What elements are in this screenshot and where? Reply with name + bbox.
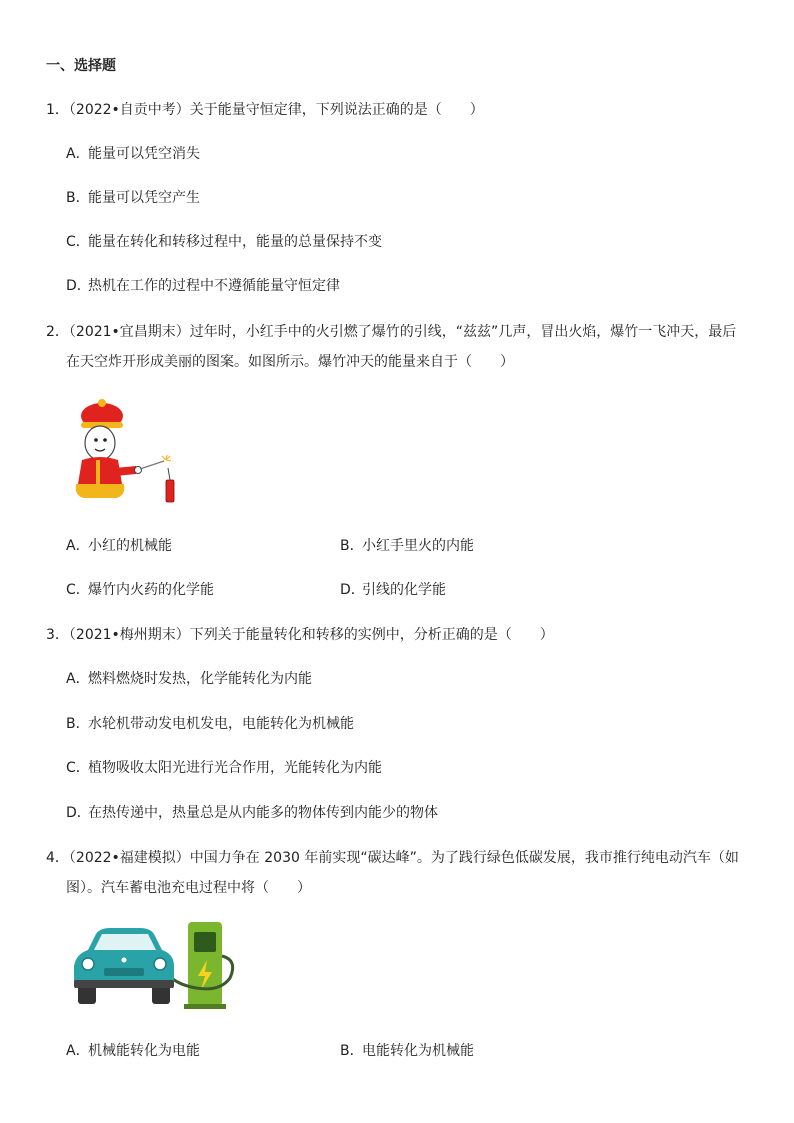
- q3-option-a[interactable]: [66, 670, 312, 688]
- option-text: 爆竹内火药的化学能: [88, 582, 214, 598]
- eye-left: [94, 438, 98, 442]
- firecracker-girl-illustration: [70, 398, 190, 510]
- option-text: 植物吸收太阳光进行光合作用，光能转化为内能: [88, 760, 382, 776]
- question-4-line-2: 图）。汽车蓄电池充电过程中将（ ）: [66, 880, 311, 896]
- question-2-line-2: 在天空炸开形成美丽的图案。如图所示。爆竹冲天的能量来自于（ ）: [66, 354, 514, 370]
- car-bumper: [74, 980, 174, 988]
- q1-option-c[interactable]: [66, 233, 382, 251]
- electric-car-charging-illustration: [70, 920, 240, 1012]
- option-text: 燃料燃烧时发热，化学能转化为内能: [88, 671, 312, 687]
- question-number: 1．: [46, 102, 69, 118]
- option-text: 电能转化为机械能: [362, 1043, 474, 1059]
- question-number: 2．: [46, 324, 69, 340]
- firecracker-icon: [166, 480, 174, 502]
- pants: [76, 484, 125, 498]
- option-letter: B．: [66, 190, 90, 206]
- car-windshield: [94, 934, 156, 950]
- option-letter: B．: [340, 1043, 364, 1059]
- option-text: 能量可以凭空消失: [88, 146, 200, 162]
- q3-option-c[interactable]: [66, 759, 382, 777]
- q3-option-b[interactable]: [66, 715, 354, 733]
- q3-option-d[interactable]: [66, 804, 438, 822]
- question-2-line-1: [46, 323, 736, 341]
- q2-option-b[interactable]: [340, 537, 474, 555]
- question-1-line-1: [46, 101, 484, 119]
- option-letter: D．: [66, 805, 91, 821]
- charger-screen: [194, 932, 216, 952]
- q1-option-a[interactable]: [66, 145, 200, 163]
- option-letter: A．: [66, 1043, 90, 1059]
- option-letter: C．: [66, 760, 90, 776]
- option-text: 机械能转化为电能: [88, 1043, 200, 1059]
- option-text: 能量在转化和转移过程中，能量的总量保持不变: [88, 234, 382, 250]
- option-text: 在热传递中，热量总是从内能多的物体传到内能少的物体: [88, 805, 438, 821]
- charger-base: [184, 1004, 226, 1009]
- q4-option-a[interactable]: [66, 1042, 200, 1060]
- option-letter: D．: [340, 582, 365, 598]
- option-text: 小红手里火的内能: [362, 538, 474, 554]
- option-letter: A．: [66, 671, 90, 687]
- option-text: 小红的机械能: [88, 538, 172, 554]
- question-text: （2021•梅州期末）下列关于能量转化和转移的实例中，分析正确的是（ ）: [68, 627, 554, 643]
- question-number: 3．: [46, 627, 69, 643]
- question-text: （2021•宜昌期末）过年时，小红手中的火引燃了爆竹的引线，“兹兹”几声，冒出火焰，爆竹一飞冲天，最后: [68, 324, 737, 340]
- q1-option-b[interactable]: [66, 189, 200, 207]
- option-letter: D．: [66, 278, 91, 294]
- section-title: 一、选择题: [46, 58, 116, 74]
- car-grille: [104, 968, 144, 976]
- option-text: 水轮机带动发电机发电，电能转化为机械能: [88, 716, 354, 732]
- headlight-right: [154, 958, 166, 970]
- face-icon: [85, 426, 115, 460]
- option-letter: C．: [66, 582, 90, 598]
- q2-option-a[interactable]: [66, 537, 172, 555]
- car-emblem: [122, 958, 127, 963]
- eye-right: [103, 438, 107, 442]
- option-text: 热机在工作的过程中不遵循能量守恒定律: [88, 278, 340, 294]
- option-letter: A．: [66, 538, 90, 554]
- question-4-line-1: [46, 849, 739, 867]
- option-letter: B．: [66, 716, 90, 732]
- q2-option-d[interactable]: [340, 581, 446, 599]
- option-letter: C．: [66, 234, 90, 250]
- question-text: （2022•福建模拟）中国力争在 2030 年前实现“碳达峰”。为了践行绿色低碳发展，我市推行纯电动汽车（如: [68, 850, 739, 866]
- firecracker-fuse: [168, 468, 170, 480]
- option-text: 引线的化学能: [362, 582, 446, 598]
- question-3-line-1: [46, 626, 554, 644]
- option-letter: A．: [66, 146, 90, 162]
- jacket-trim: [96, 460, 100, 484]
- question-number: 4．: [46, 850, 69, 866]
- spark-icon: [162, 455, 171, 461]
- option-letter: B．: [340, 538, 364, 554]
- headlight-left: [82, 958, 94, 970]
- option-text: 能量可以凭空产生: [88, 190, 200, 206]
- q4-option-b[interactable]: [340, 1042, 474, 1060]
- incense-stick: [140, 461, 164, 469]
- hat-button: [98, 399, 106, 407]
- q1-option-d[interactable]: [66, 277, 340, 295]
- hand: [135, 467, 142, 474]
- question-text: （2022•自贡中考）关于能量守恒定律，下列说法正确的是（ ）: [68, 102, 484, 118]
- q2-option-c[interactable]: [66, 581, 214, 599]
